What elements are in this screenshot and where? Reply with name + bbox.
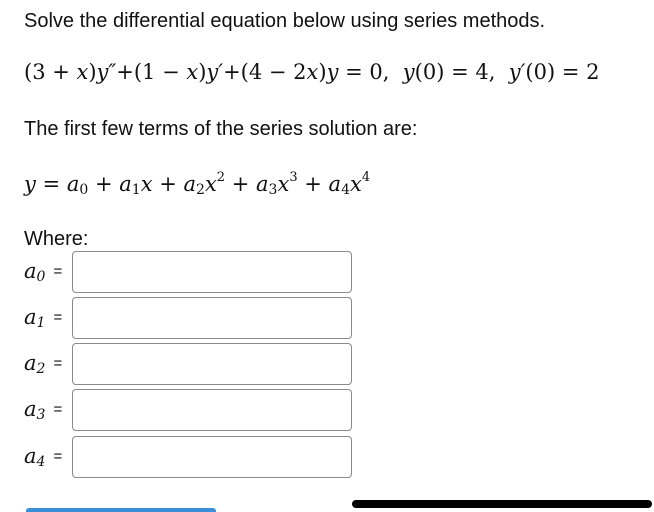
coef-symbol: a	[24, 397, 37, 421]
series-pow: 3	[289, 170, 298, 185]
eq-var: y	[402, 60, 415, 84]
equals-sign: =	[53, 263, 63, 280]
coef-symbol: a	[24, 305, 37, 329]
coef-subscript: 2	[36, 361, 46, 377]
series-var: x	[350, 172, 362, 196]
series-var: x	[140, 172, 153, 196]
coef-subscript: 3	[36, 407, 46, 423]
eq-var: y″	[96, 60, 117, 84]
eq-var: x	[306, 60, 319, 84]
coef-symbol: a	[24, 259, 37, 283]
series-var: a	[256, 172, 269, 196]
coef-subscript: 0	[36, 269, 46, 285]
answer-label-a0	[24, 259, 62, 285]
submit-button-edge[interactable]	[26, 508, 216, 512]
answer-label-a2	[24, 351, 62, 377]
series-op: +	[152, 172, 184, 196]
eq-part: +(4 − 2	[223, 60, 307, 84]
eq-part: = 0,	[338, 60, 390, 84]
coef-subscript: 1	[36, 315, 46, 331]
answer-label-a1	[24, 305, 62, 331]
eq-var: y′	[508, 60, 526, 84]
answer-input-a4[interactable]	[72, 436, 352, 478]
series-sub: 0	[79, 182, 89, 198]
series-sub: 2	[196, 182, 205, 198]
differential-equation: (3 + x)y″+(1 − x)y′+(4 − 2x)y = 0, y(0) = 4, y′(0) = 2	[24, 60, 600, 84]
series-op: +	[297, 172, 329, 196]
series-op: +	[88, 172, 120, 196]
equals-sign: =	[53, 309, 63, 326]
eq-var: x	[186, 60, 199, 84]
series-var: a	[119, 172, 132, 196]
series-sub: 3	[268, 182, 278, 198]
eq-part: (0) = 4,	[414, 60, 496, 84]
eq-part: (3 +	[24, 60, 77, 84]
equals-sign: =	[53, 355, 63, 372]
eq-part: +(1 −	[116, 60, 187, 84]
series-pow: 2	[216, 170, 226, 185]
series-op: =	[35, 172, 67, 196]
eq-var: y	[326, 60, 339, 84]
equals-sign: =	[53, 401, 63, 418]
series-var: y	[24, 172, 36, 196]
answer-row-a2	[24, 343, 354, 385]
series-terms-label: The first few terms of the series solution are:	[24, 118, 418, 140]
series-op: +	[225, 172, 257, 196]
home-indicator-bar	[352, 500, 652, 508]
answer-row-a0	[24, 251, 354, 293]
answer-input-a3[interactable]	[72, 389, 352, 431]
answer-input-a1[interactable]	[72, 297, 352, 339]
coef-symbol: a	[24, 351, 37, 375]
answer-input-a2[interactable]	[72, 343, 352, 385]
answer-row-a4	[24, 436, 354, 478]
answer-label-a4	[24, 444, 62, 470]
series-pow: 4	[361, 170, 371, 185]
problem-statement: Solve the differential equation below using series methods.	[24, 10, 546, 32]
series-sub: 1	[131, 182, 141, 198]
series-var: a	[183, 172, 197, 196]
eq-var: y′	[206, 60, 224, 84]
eq-var: x	[76, 60, 89, 84]
answer-row-a1	[24, 297, 354, 339]
series-var: x	[204, 172, 217, 196]
series-sub: 4	[341, 182, 350, 198]
coef-subscript: 4	[36, 454, 46, 470]
coef-symbol: a	[24, 444, 37, 468]
series-var: a	[66, 172, 80, 196]
eq-part: (0) = 2	[525, 60, 600, 84]
series-solution	[24, 170, 370, 198]
series-var: x	[277, 172, 290, 196]
series-var: a	[328, 172, 342, 196]
answer-input-a0[interactable]	[72, 251, 352, 293]
equals-sign: =	[53, 448, 63, 465]
answer-label-a3	[24, 397, 62, 423]
answer-row-a3	[24, 389, 354, 431]
where-label: Where:	[24, 228, 89, 250]
